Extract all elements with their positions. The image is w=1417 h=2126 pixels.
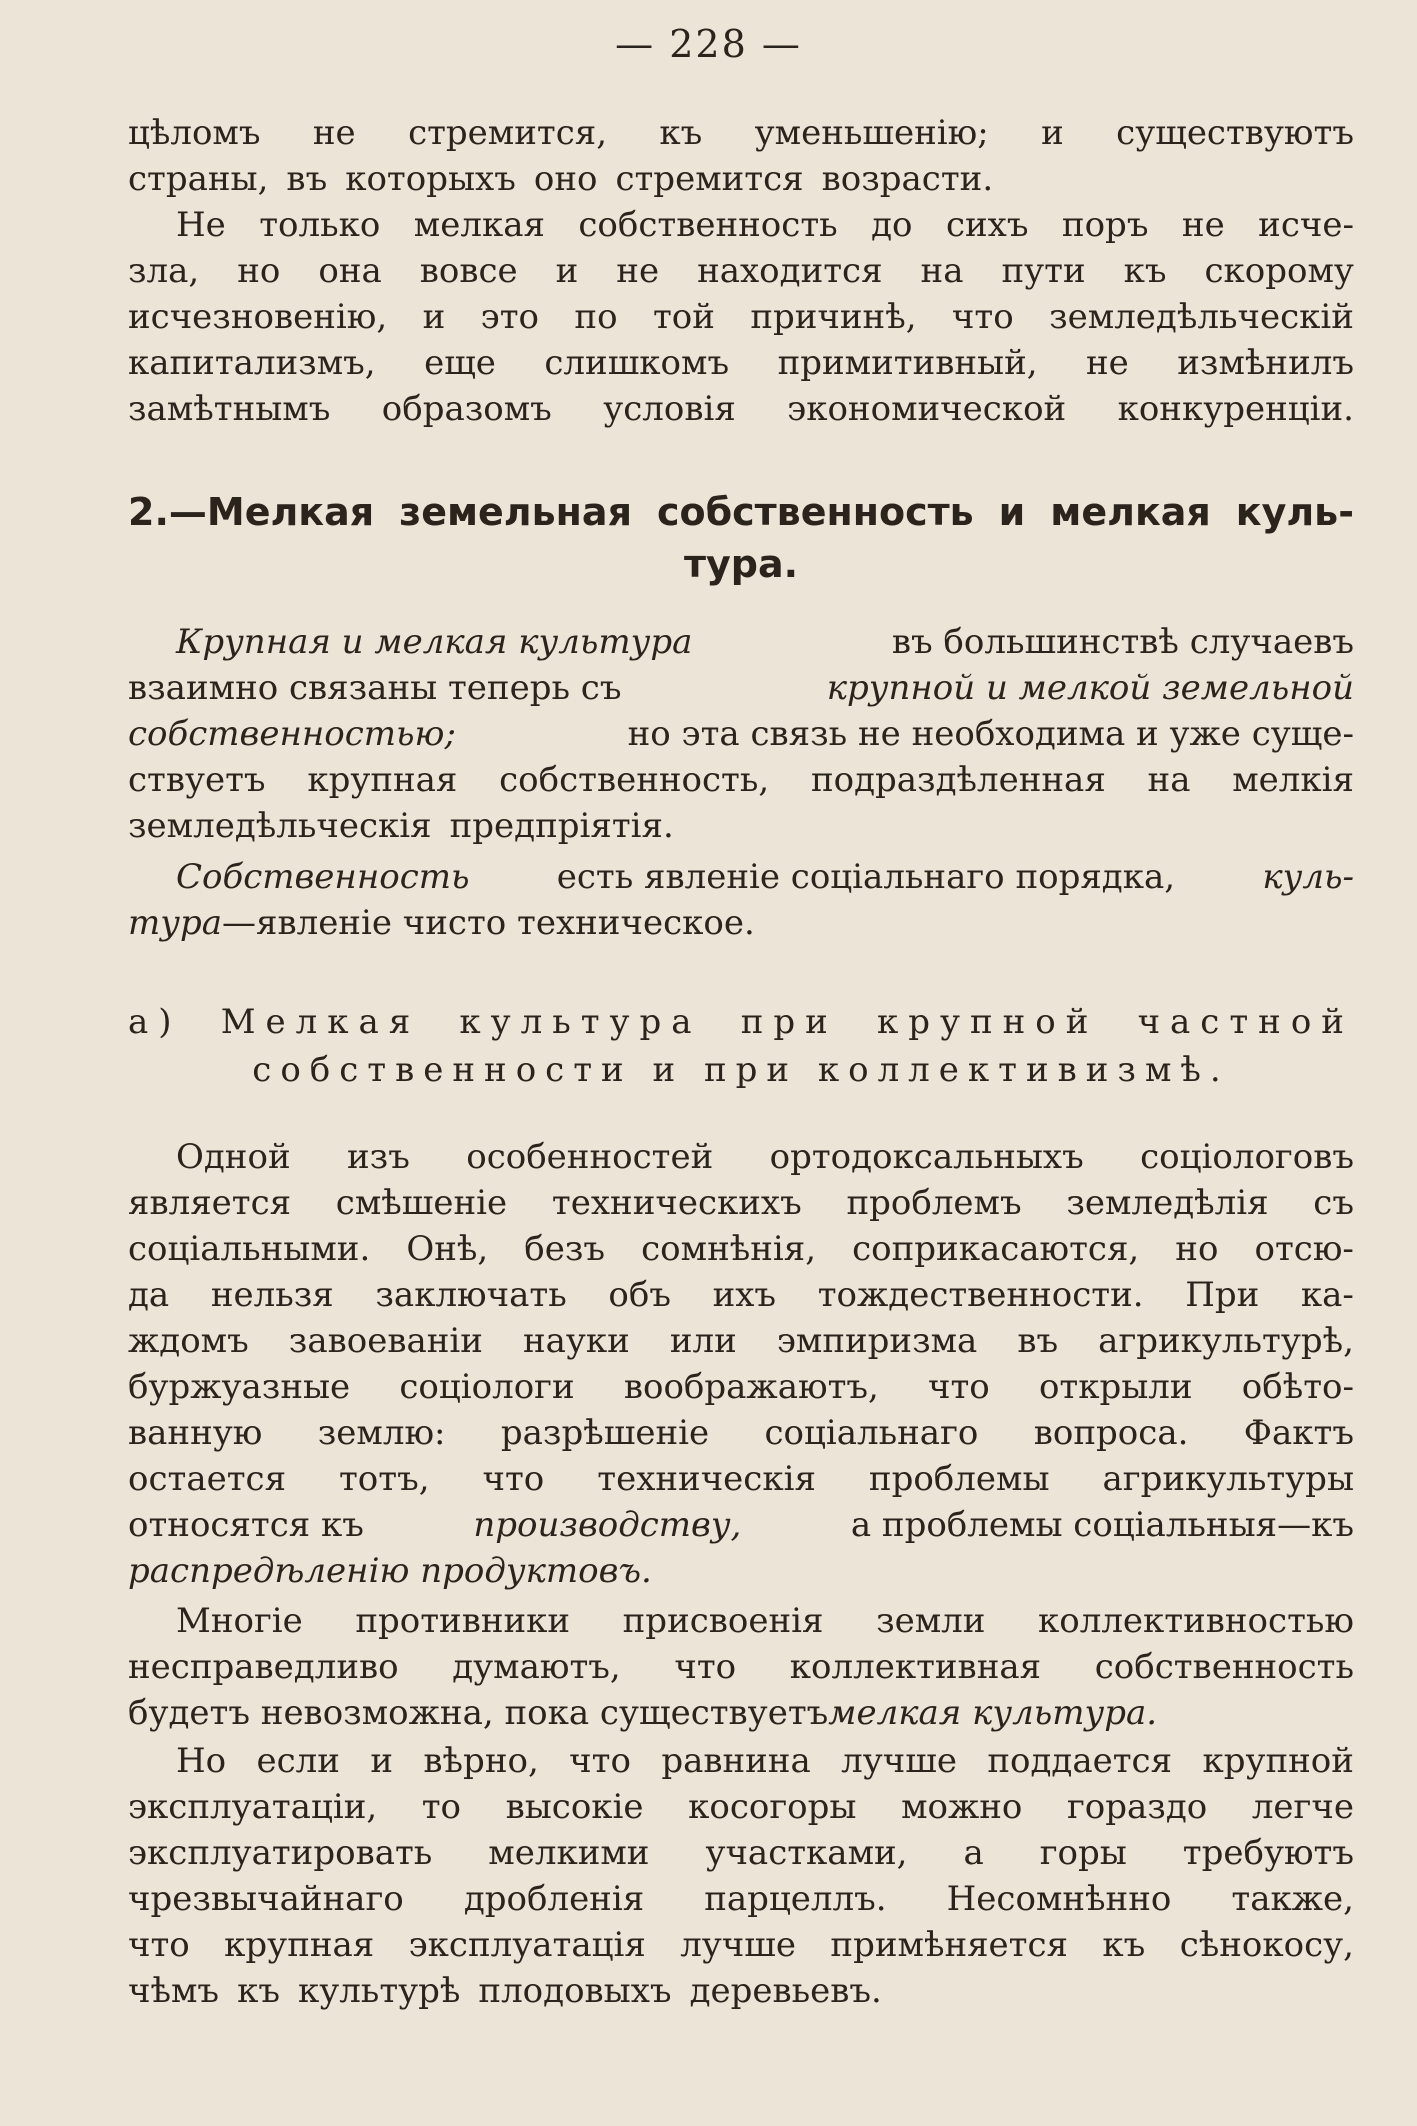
subheading-line <box>128 1050 1354 1098</box>
word: собственность <box>656 490 974 534</box>
text-run: взаимно связаны теперь съ <box>128 668 622 708</box>
word: поддается <box>987 1741 1173 1781</box>
word: подраздѣленная <box>810 760 1106 800</box>
word: коллективная <box>789 1647 1042 1687</box>
section-heading <box>128 490 1354 594</box>
word: ствуетъ <box>128 760 266 800</box>
text-line <box>128 1183 1354 1229</box>
word: думаютъ, <box>452 1647 621 1687</box>
word: требуютъ <box>1182 1833 1354 1873</box>
word: При <box>1185 1275 1260 1315</box>
text-line <box>128 205 1354 251</box>
word: чрезвычайнаго <box>128 1879 404 1919</box>
word: къ <box>237 1971 280 2011</box>
paragraph-3 <box>128 622 1354 852</box>
word: что <box>128 1925 190 1965</box>
subheading-line <box>128 1002 1354 1050</box>
italic-term: Собственность <box>176 857 470 897</box>
word: собственность <box>578 205 838 245</box>
word: эксплуатація <box>408 1925 646 1965</box>
word: соціологи <box>399 1367 575 1407</box>
word: безъ <box>524 1229 606 1269</box>
word: техническихъ <box>551 1183 802 1223</box>
word: замѣтнымъ <box>128 389 331 429</box>
paragraph-4 <box>128 857 1354 949</box>
italic-term: мелкая культура. <box>828 1693 1158 1733</box>
word: крупная <box>224 1925 375 1965</box>
word: дробленія <box>463 1879 645 1919</box>
subsection-heading <box>128 1002 1354 1098</box>
italic-term: куль- <box>1262 857 1354 897</box>
word: еще <box>424 343 496 383</box>
word: высокіе <box>505 1787 644 1827</box>
word: если <box>256 1741 340 1781</box>
word: и <box>998 490 1026 534</box>
text-line <box>128 113 1354 159</box>
text-run: но эта связь не необходима и уже суще- <box>627 714 1354 754</box>
word: смѣшеніе <box>335 1183 508 1223</box>
paragraph-6 <box>128 1601 1354 1739</box>
word: лучше <box>680 1925 796 1965</box>
text-line <box>128 1693 1354 1739</box>
word: къ <box>659 113 703 153</box>
word: является <box>128 1183 292 1223</box>
word: не <box>1086 343 1129 383</box>
word: ванную <box>128 1413 263 1453</box>
italic-term: тура <box>128 903 222 943</box>
word: страны, <box>128 159 269 199</box>
word: примѣняется <box>830 1925 1068 1965</box>
word: отсю- <box>1254 1229 1354 1269</box>
word: эксплуатировать <box>128 1833 433 1873</box>
word: собственность <box>1094 1647 1354 1687</box>
italic-term: производству, <box>473 1505 742 1545</box>
word: крупная <box>307 760 458 800</box>
word: находится <box>697 251 883 291</box>
paragraph-2 <box>128 205 1354 435</box>
word: не <box>616 251 660 291</box>
word: Многіе <box>176 1601 303 1641</box>
word: въ <box>1017 1321 1059 1361</box>
word: образомъ <box>381 389 552 429</box>
text-line <box>128 1413 1354 1459</box>
word: существуютъ <box>1116 113 1354 153</box>
word: на <box>1147 760 1191 800</box>
word: измѣнилъ <box>1177 343 1354 383</box>
text-line <box>128 1367 1354 1413</box>
italic-term: распредѣленію продуктовъ. <box>128 1551 652 1591</box>
word: Но <box>176 1741 227 1781</box>
word: Не <box>176 205 226 245</box>
word: тождественности. <box>817 1275 1144 1315</box>
word: техническія <box>597 1459 816 1499</box>
word: проблемы <box>868 1459 1050 1499</box>
word: а) <box>128 1002 182 1042</box>
word: къ <box>1123 251 1167 291</box>
heading-line <box>128 542 1354 594</box>
heading-line-2: тура. <box>683 542 799 586</box>
word: агрикультурѣ, <box>1098 1321 1354 1361</box>
word: мелкая <box>1050 490 1211 534</box>
paragraph-1 <box>128 113 1354 205</box>
word: остается <box>128 1459 287 1499</box>
word: стремится <box>615 159 804 199</box>
word: до <box>871 205 913 245</box>
word: мелкія <box>1232 760 1354 800</box>
word: вовсе <box>419 251 518 291</box>
word: присвоенія <box>622 1601 824 1641</box>
word: къ <box>1102 1925 1146 1965</box>
text-line <box>128 1551 1354 1597</box>
word: гораздо <box>1066 1787 1208 1827</box>
italic-term: крупной и мелкой земельной <box>826 668 1354 708</box>
word: несправедливо <box>128 1647 399 1687</box>
word: соприкасаются, <box>852 1229 1140 1269</box>
word: она <box>318 251 382 291</box>
word: исчезновенію, <box>128 297 388 337</box>
word: оно <box>533 159 598 199</box>
text-line <box>128 1321 1354 1367</box>
word: исче- <box>1258 205 1354 245</box>
word: что <box>569 1741 631 1781</box>
word: обѣто- <box>1241 1367 1354 1407</box>
word: что <box>482 1459 545 1499</box>
text-run: а проблемы соціальныя—къ <box>850 1505 1354 1545</box>
word: той <box>652 297 715 337</box>
word: сѣнокосу, <box>1179 1925 1354 1965</box>
word: буржуазные <box>128 1367 351 1407</box>
word: ортодоксальныхъ <box>769 1137 1084 1177</box>
subheading-line-2: собственности и при коллективизмѣ. <box>252 1050 1230 1090</box>
word: и <box>555 251 579 291</box>
word: Мелкая <box>220 1002 421 1042</box>
italic-term: Крупная и мелкая культура <box>176 622 693 662</box>
word: соціальнаго <box>764 1413 979 1453</box>
word: мелкая <box>413 205 545 245</box>
word: лучше <box>841 1741 957 1781</box>
word: въ <box>286 159 328 199</box>
word: частной <box>1137 1002 1354 1042</box>
word: 2.—Мелкая <box>128 490 375 534</box>
word: уменьшенію; <box>754 113 989 153</box>
word: проблемъ <box>846 1183 1022 1223</box>
word: мелкими <box>488 1833 650 1873</box>
text-line <box>128 760 1354 806</box>
word: особенностей <box>466 1137 714 1177</box>
word: соціологовъ <box>1140 1137 1354 1177</box>
word: нельзя <box>210 1275 334 1315</box>
text-line <box>128 857 1354 903</box>
word: также, <box>1231 1879 1354 1919</box>
text-line <box>128 1879 1354 1925</box>
word: куль- <box>1235 490 1354 534</box>
text-line <box>128 297 1354 343</box>
word: соціальными. <box>128 1229 371 1269</box>
word: то <box>421 1787 462 1827</box>
text-line <box>128 159 1354 205</box>
text-line <box>128 903 1354 949</box>
word: не <box>312 113 356 153</box>
word: возрасти. <box>821 159 994 199</box>
word: земли <box>876 1601 986 1641</box>
word: стремится, <box>408 113 608 153</box>
heading-line <box>128 490 1354 542</box>
word: Онѣ, <box>406 1229 489 1269</box>
word: Фактъ <box>1243 1413 1354 1453</box>
text-line <box>128 251 1354 297</box>
word: и <box>370 1741 394 1781</box>
word: причинѣ, <box>750 297 917 337</box>
text-line <box>128 1505 1354 1551</box>
word: изъ <box>347 1137 410 1177</box>
word: эмпиризма <box>776 1321 978 1361</box>
word: предпріятія. <box>449 806 674 846</box>
word: разрѣшеніе <box>500 1413 710 1453</box>
text-line <box>128 1459 1354 1505</box>
text-line <box>128 1787 1354 1833</box>
word: участками, <box>705 1833 908 1873</box>
word: плодовыхъ <box>478 1971 672 2011</box>
text-line <box>128 1137 1354 1183</box>
word: при <box>740 1002 838 1042</box>
text-line <box>128 806 1354 852</box>
word: эксплуатаціи, <box>128 1787 378 1827</box>
word: съ <box>1313 1183 1354 1223</box>
word: агрикультуры <box>1102 1459 1354 1499</box>
text-line <box>128 668 1354 714</box>
word: на <box>920 251 964 291</box>
word: а <box>963 1833 984 1873</box>
word: культурѣ <box>297 1971 461 2011</box>
word: по <box>574 297 618 337</box>
word: сомнѣнія, <box>641 1229 817 1269</box>
word: открыли <box>1038 1367 1193 1407</box>
word: косогоры <box>688 1787 857 1827</box>
word: цѣломъ <box>128 113 261 153</box>
word: поръ <box>1061 205 1149 245</box>
word: Несомнѣнно <box>946 1879 1172 1919</box>
word: зла, <box>128 251 200 291</box>
word: условія <box>603 389 736 429</box>
word: что <box>674 1647 737 1687</box>
word: конкуренціи. <box>1117 389 1354 429</box>
text-line <box>128 1647 1354 1693</box>
word: пути <box>1001 251 1086 291</box>
word: тотъ, <box>339 1459 430 1499</box>
word: земледѣльческій <box>1049 297 1354 337</box>
word: да <box>128 1275 170 1315</box>
word: легче <box>1251 1787 1354 1827</box>
text-run: есть явленіе соціальнаго порядка, <box>556 857 1176 897</box>
word: и <box>422 297 446 337</box>
word: воображаютъ, <box>623 1367 879 1407</box>
word: сихъ <box>945 205 1029 245</box>
word: равнина <box>661 1741 811 1781</box>
paragraph-5 <box>128 1137 1354 1597</box>
word: завоеваніи <box>288 1321 483 1361</box>
word: ждомъ <box>128 1321 249 1361</box>
word: вѣрно, <box>423 1741 539 1781</box>
word: ка- <box>1300 1275 1354 1315</box>
text-line <box>128 1833 1354 1879</box>
text-line <box>128 1275 1354 1321</box>
word: и <box>1041 113 1064 153</box>
word: Одной <box>176 1137 291 1177</box>
word: землю: <box>317 1413 446 1453</box>
word: крупной <box>876 1002 1099 1042</box>
text-line <box>128 389 1354 435</box>
word: парцеллъ. <box>704 1879 887 1919</box>
word: крупной <box>1202 1741 1354 1781</box>
italic-term: собственностью; <box>128 714 456 754</box>
text-line <box>128 1229 1354 1275</box>
text-line <box>128 714 1354 760</box>
word: земледѣлія <box>1066 1183 1269 1223</box>
word: можно <box>901 1787 1023 1827</box>
word: слишкомъ <box>544 343 730 383</box>
text-run: въ большинствѣ случаевъ <box>891 622 1354 662</box>
word: которыхъ <box>345 159 516 199</box>
word: противники <box>355 1601 571 1641</box>
word: не <box>1181 205 1225 245</box>
word: что <box>951 297 1014 337</box>
text-line <box>128 1925 1354 1971</box>
text-line <box>128 1741 1354 1787</box>
text-line <box>128 1971 1354 2017</box>
word: это <box>480 297 539 337</box>
page-number: — 228 — <box>615 22 802 66</box>
text-line <box>128 343 1354 389</box>
word: или <box>669 1321 737 1361</box>
word: земледѣльческія <box>128 806 432 846</box>
word: объ <box>608 1275 671 1315</box>
word: только <box>259 205 381 245</box>
word: скорому <box>1204 251 1354 291</box>
paragraph-7 <box>128 1741 1354 2017</box>
word: вопроса. <box>1033 1413 1189 1453</box>
text-run: относятся къ <box>128 1505 364 1545</box>
text-line <box>128 1601 1354 1647</box>
word: экономической <box>787 389 1067 429</box>
word: науки <box>522 1321 630 1361</box>
word: капитализмъ, <box>128 343 376 383</box>
word: деревьевъ. <box>689 1971 882 2011</box>
word: коллективностью <box>1038 1601 1354 1641</box>
text-run: —явленіе чисто техническое. <box>222 903 755 943</box>
word: культура <box>459 1002 702 1042</box>
text-run: будетъ невозможна, пока существуетъ <box>128 1693 829 1733</box>
word: земельная <box>399 490 632 534</box>
word: что <box>928 1367 990 1407</box>
word: но <box>237 251 281 291</box>
word: примитивный, <box>777 343 1038 383</box>
word: собственность, <box>499 760 770 800</box>
word: но <box>1175 1229 1219 1269</box>
word: заключать <box>375 1275 567 1315</box>
word: горы <box>1039 1833 1127 1873</box>
word: чѣмъ <box>128 1971 220 2011</box>
text-line <box>128 622 1354 668</box>
word: ихъ <box>712 1275 777 1315</box>
